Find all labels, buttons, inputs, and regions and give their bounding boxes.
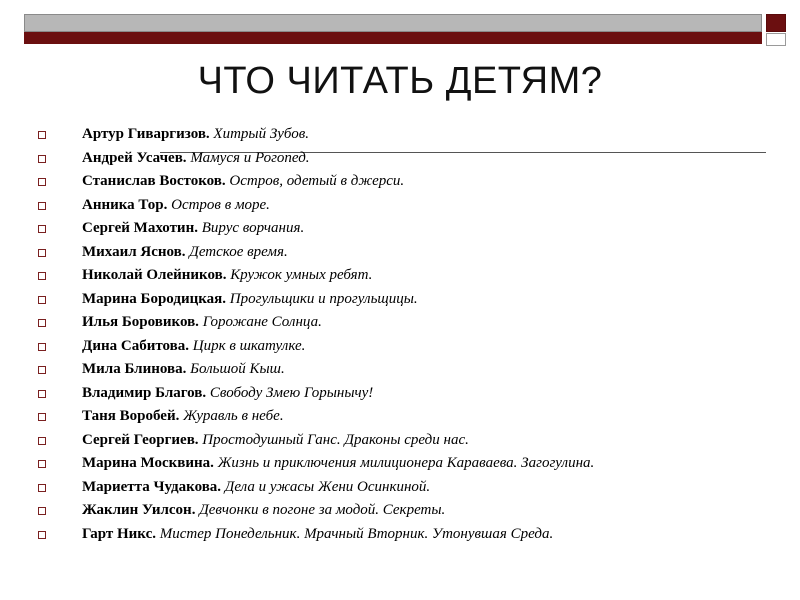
hollow-square-bullet-icon (38, 437, 46, 445)
list-item (38, 502, 778, 519)
author-name: Таня Воробей. (82, 408, 180, 424)
list-item (38, 244, 778, 261)
hollow-square-bullet-icon (38, 249, 46, 257)
author-name: Сергей Георгиев. (82, 431, 199, 448)
hollow-square-bullet-icon (38, 319, 46, 327)
list-item (38, 361, 778, 378)
hollow-square-bullet-icon (38, 178, 46, 186)
hollow-square-bullet-icon (38, 272, 46, 280)
book-titles: Цирк в шкатулке. (192, 337, 306, 354)
author-name: Владимир Благов. (82, 384, 207, 401)
list-item (38, 408, 778, 425)
list-item (38, 385, 778, 402)
book-titles: Прогульщики и прогульщицы. (229, 290, 418, 307)
hollow-square-bullet-icon (38, 202, 46, 210)
author-name: Андрей Усачев. (82, 149, 187, 166)
list-item (38, 526, 778, 543)
author-name: Жаклин Уилсон. (82, 502, 196, 518)
author-name: Анника Тор. (82, 196, 168, 213)
header-square-dark (766, 14, 786, 32)
list-item (38, 479, 778, 496)
book-titles: Мистер Понедельник. Мрачный Вторник. Утонувшая Среда. (159, 525, 554, 542)
list-item-text (82, 408, 778, 425)
header-bar-dark (24, 32, 762, 44)
author-name: Марина Бородицкая. (82, 290, 227, 307)
book-titles: Вирус ворчания. (201, 220, 305, 236)
list-item-text (82, 197, 778, 214)
book-titles: Мамуся и Рогопед. (190, 149, 310, 166)
list-item-text (82, 502, 778, 519)
hollow-square-bullet-icon (38, 484, 46, 492)
book-titles: Девчонки в погоне за модой. Секреты. (199, 502, 446, 518)
list-item (38, 173, 778, 190)
book-titles: Детское время. (189, 243, 288, 260)
book-titles: Большой Кыш. (190, 361, 285, 377)
list-item (38, 267, 778, 284)
author-name: Николай Олейников. (82, 267, 227, 283)
hollow-square-bullet-icon (38, 460, 46, 468)
hollow-square-bullet-icon (38, 507, 46, 515)
list-item (38, 197, 778, 214)
header-square-light (766, 33, 786, 46)
list-item (38, 291, 778, 308)
list-item-text (82, 267, 778, 284)
list-item (38, 126, 778, 143)
author-name: Станислав Востоков. (82, 173, 226, 189)
book-titles: Горожане Солнца. (202, 314, 322, 330)
author-name: Артур Гиваргизов. (82, 126, 210, 142)
list-item (38, 338, 778, 355)
book-titles: Дела и ужасы Жени Осинкиной. (224, 478, 431, 495)
list-item-text (82, 126, 778, 143)
list-item-text (82, 455, 778, 472)
list-item-text (82, 173, 778, 190)
list-item-text (82, 338, 778, 355)
book-titles: Хитрый Зубов. (213, 126, 310, 142)
list-item-text (82, 479, 778, 496)
list-item-text (82, 291, 778, 308)
author-name: Илья Боровиков. (82, 314, 199, 330)
list-item (38, 314, 778, 331)
book-titles: Журавль в небе. (183, 408, 284, 424)
list-item-text (82, 432, 778, 449)
hollow-square-bullet-icon (38, 131, 46, 139)
author-name: Дина Сабитова. (82, 337, 189, 354)
list-item (38, 432, 778, 449)
list-item-text (82, 244, 778, 261)
book-titles: Простодушный Ганс. Драконы среди нас. (202, 431, 469, 448)
slide-title: ЧТО ЧИТАТЬ ДЕТЯМ? (197, 60, 603, 102)
author-name: Сергей Махотин. (82, 220, 198, 236)
author-name: Мариетта Чудакова. (82, 478, 222, 495)
header-bar-gray (24, 14, 762, 32)
list-item-text (82, 314, 778, 331)
book-titles: Жизнь и приключения милиционера Караваева. Загогулина. (217, 455, 595, 471)
list-item (38, 455, 778, 472)
list-item-text (82, 361, 778, 378)
hollow-square-bullet-icon (38, 366, 46, 374)
hollow-square-bullet-icon (38, 413, 46, 421)
book-titles: Кружок умных ребят. (230, 267, 373, 283)
list-item (38, 150, 778, 167)
book-titles: Остров, одетый в джерси. (229, 173, 405, 189)
list-item-text (82, 150, 778, 167)
author-name: Мила Блинова. (82, 361, 187, 377)
hollow-square-bullet-icon (38, 296, 46, 304)
hollow-square-bullet-icon (38, 225, 46, 233)
hollow-square-bullet-icon (38, 531, 46, 539)
list-item-text (82, 526, 778, 543)
hollow-square-bullet-icon (38, 343, 46, 351)
book-titles: Остров в море. (171, 196, 270, 213)
hollow-square-bullet-icon (38, 155, 46, 163)
hollow-square-bullet-icon (38, 390, 46, 398)
list-item-text (82, 385, 778, 402)
author-name: Михаил Яснов. (82, 243, 186, 260)
book-titles: Свободу Змею Горынычу! (209, 384, 374, 401)
list-item-text (82, 220, 778, 237)
list-item (38, 220, 778, 237)
author-name: Марина Москвина. (82, 455, 214, 471)
book-list (38, 126, 778, 549)
author-name: Гарт Никс. (82, 525, 156, 542)
